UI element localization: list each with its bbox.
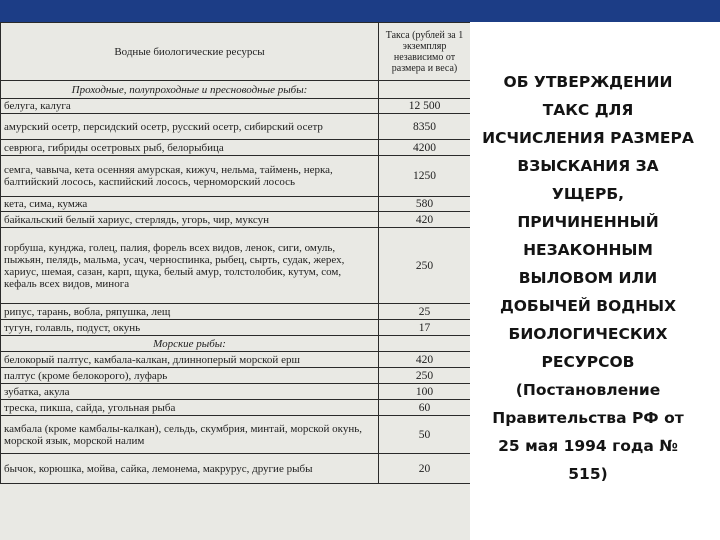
table-row	[1, 114, 471, 140]
price-cell: 8350	[379, 114, 471, 140]
species-cell: палтус (кроме белокорого), луфарь	[1, 368, 379, 384]
section-empty-cell	[379, 336, 471, 352]
species-cell: камбала (кроме камбалы-калкан), сельдь, скумбрия, минтай, морской окунь, морской язык, морской налим	[1, 416, 379, 454]
species-cell: байкальский белый хариус, стерлядь, угорь, чир, муксун	[1, 212, 379, 228]
section-title: Морские рыбы:	[1, 336, 379, 352]
species-cell: кета, сима, кумжа	[1, 197, 379, 212]
price-cell: 420	[379, 212, 471, 228]
price-cell: 250	[379, 368, 471, 384]
section-empty-cell	[379, 81, 471, 99]
price-cell: 420	[379, 352, 471, 368]
fee-column-header: Такса (рублей за 1 экземпляр независимо от размера и веса)	[379, 23, 471, 81]
species-cell: бычок, корюшка, мойва, сайка, лемонема, макрурус, другие рыбы	[1, 454, 379, 484]
species-cell: севрюга, гибриды осетровых рыб, белорыбица	[1, 140, 379, 156]
table-row	[1, 400, 471, 416]
price-cell: 580	[379, 197, 471, 212]
table-row	[1, 140, 471, 156]
price-cell: 4200	[379, 140, 471, 156]
species-cell: зубатка, акула	[1, 384, 379, 400]
section-row	[1, 336, 471, 352]
decree-title: ОБ УТВЕРЖДЕНИИ ТАКС ДЛЯ ИСЧИСЛЕНИЯ РАЗМЕРА ВЗЫСКАНИЯ ЗА УЩЕРБ, ПРИЧИНЕННЫЙ НЕЗАКОННЫМ ВЫЛОВОМ ИЛИ ДОБЫЧЕЙ ВОДНЫХ БИОЛОГИЧЕСКИХ РЕСУРСОВ	[482, 73, 694, 371]
scanned-table-image	[0, 22, 470, 540]
table-row	[1, 352, 471, 368]
species-cell: рипус, тарань, вобла, ряпушка, лещ	[1, 304, 379, 320]
table-row	[1, 212, 471, 228]
table-row	[1, 304, 471, 320]
species-cell: семга, чавыча, кета осенняя амурская, кижуч, нельма, таймень, нерка, балтийский лосось, каспийский лосось, черноморский лосось	[1, 156, 379, 197]
species-cell: белокорый палтус, камбала-калкан, длинноперый морской ерш	[1, 352, 379, 368]
table-row	[1, 454, 471, 484]
species-cell: амурский осетр, персидский осетр, русский осетр, сибирский осетр	[1, 114, 379, 140]
price-cell: 17	[379, 320, 471, 336]
section-title: Проходные, полупроходные и пресноводные рыбы:	[1, 81, 379, 99]
table-row	[1, 99, 471, 114]
species-cell: тугун, голавль, подуст, окунь	[1, 320, 379, 336]
price-cell: 25	[379, 304, 471, 320]
price-cell: 100	[379, 384, 471, 400]
table-row	[1, 156, 471, 197]
price-cell: 60	[379, 400, 471, 416]
price-cell: 1250	[379, 156, 471, 197]
table-row	[1, 416, 471, 454]
side-caption	[480, 68, 696, 488]
table-row	[1, 384, 471, 400]
species-cell: горбуша, кунджа, голец, палия, форель всех видов, ленок, сиги, омуль, пыжьян, пелядь, мальма, усач, черноспинка, рыбец, сырть, судак, жерех, хариус, шемая, сазан, карп, щука, белый амур, толстолобик, кутум, сом, кефаль всех видов, минога	[1, 228, 379, 304]
section-row	[1, 81, 471, 99]
price-cell: 20	[379, 454, 471, 484]
table-row	[1, 197, 471, 212]
price-cell: 12 500	[379, 99, 471, 114]
table-row	[1, 320, 471, 336]
price-cell: 50	[379, 416, 471, 454]
price-cell: 250	[379, 228, 471, 304]
table-row	[1, 228, 471, 304]
table-row	[1, 368, 471, 384]
decree-reference: (Постановление Правительства РФ от 25 мая 1994 года № 515)	[492, 381, 684, 483]
species-cell: треска, пикша, сайда, угольная рыба	[1, 400, 379, 416]
resource-column-header: Водные биологические ресурсы	[1, 23, 379, 81]
fee-table	[0, 22, 470, 484]
table-header-row	[1, 23, 471, 81]
species-cell: белуга, калуга	[1, 99, 379, 114]
